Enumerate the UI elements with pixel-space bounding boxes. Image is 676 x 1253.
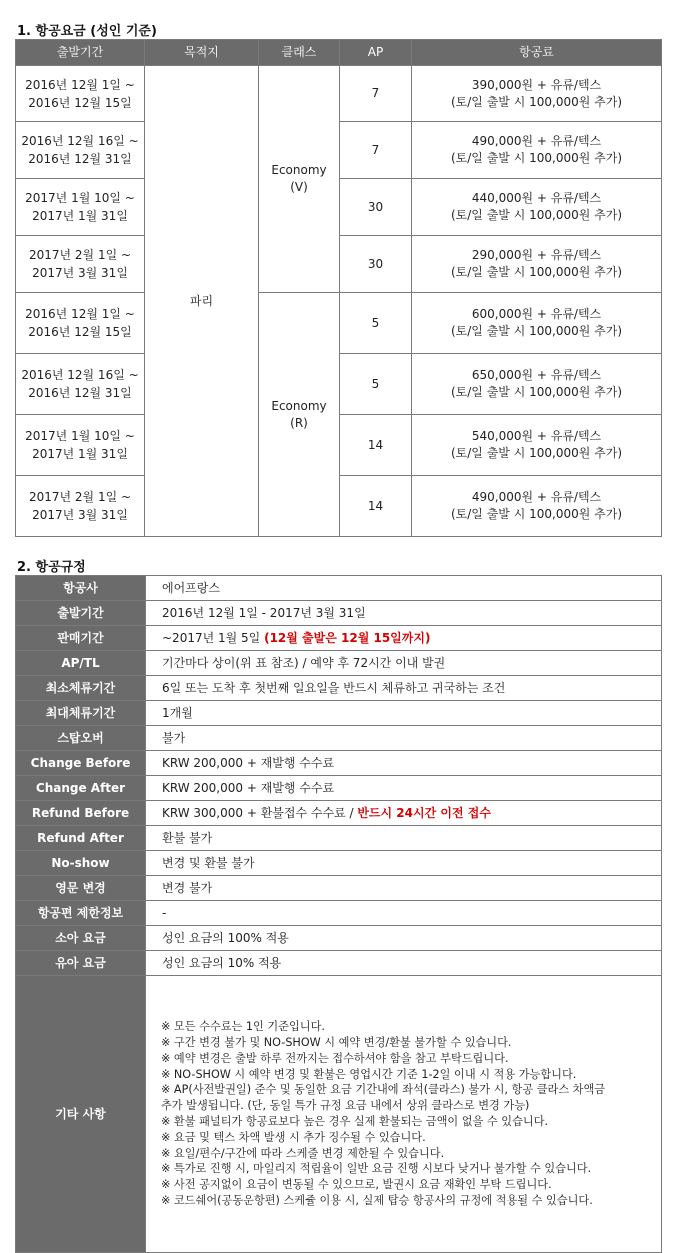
rule-label: 최소체류기간 xyxy=(16,676,146,701)
rule-label: Change After xyxy=(16,776,146,801)
fare-table xyxy=(15,39,662,537)
rule-value xyxy=(146,651,662,676)
rule-value-text: 기간마다 상이(위 표 참조) / 예약 후 72시간 이내 발권 xyxy=(162,655,446,670)
note-line: 추가 발생됩니다. (단, 동일 특가 규정 요금 내에서 상위 클라스로 변경 가능) xyxy=(161,1099,530,1113)
rule-value-text: 불가 xyxy=(162,730,186,745)
rule-label: Refund Before xyxy=(16,801,146,826)
rule-row xyxy=(16,951,662,976)
rule-label: 영문 변경 xyxy=(16,876,146,901)
rule-label: AP/TL xyxy=(16,651,146,676)
rule-value xyxy=(146,626,662,651)
rule-label: Change Before xyxy=(16,751,146,776)
rule-value xyxy=(146,601,662,626)
fare-ap-cell: 5 xyxy=(340,293,412,354)
fare-period-cell: 2016년 12월 1일 ~ 2016년 12월 15일 xyxy=(16,293,145,354)
rule-value-text: ~2017년 1월 5일 xyxy=(162,630,265,645)
rule-row xyxy=(16,701,662,726)
rule-row xyxy=(16,901,662,926)
note-line: ※ NO-SHOW 시 예약 변경 및 환불은 영업시간 기준 1-2일 이내 시 적용 가능합니다. xyxy=(161,1067,577,1081)
header-destination: 목적지 xyxy=(145,40,259,66)
rule-value xyxy=(146,801,662,826)
header-period: 출발기간 xyxy=(16,40,145,66)
rule-label: No-show xyxy=(16,851,146,876)
rule-value xyxy=(146,951,662,976)
rule-label: 소아 요금 xyxy=(16,926,146,951)
rule-row xyxy=(16,626,662,651)
rule-label: 출발기간 xyxy=(16,601,146,626)
fare-price-cell: 650,000원 + 유류/텍스 (토/일 출발 시 100,000원 추가) xyxy=(412,354,662,415)
destination-cell: 파리 xyxy=(145,66,259,537)
fare-period-cell: 2017년 1월 10일 ~ 2017년 1월 31일 xyxy=(16,415,145,476)
fare-price-cell: 390,000원 + 유류/텍스 (토/일 출발 시 100,000원 추가) xyxy=(412,66,662,122)
rule-value-text: KRW 200,000 + 재발행 수수료 xyxy=(162,755,335,770)
rule-row xyxy=(16,826,662,851)
fare-header-row xyxy=(16,40,662,66)
note-line: ※ 사전 공지없이 요금이 변동될 수 있으므로, 발권시 요금 재확인 부탁 드립니다. xyxy=(161,1178,552,1192)
rule-value xyxy=(146,751,662,776)
fare-period-cell: 2017년 2월 1일 ~ 2017년 3월 31일 xyxy=(16,236,145,293)
rule-highlight-text: (12월 출발은 12월 15일까지) xyxy=(264,630,431,645)
fare-ap-cell: 7 xyxy=(340,122,412,179)
rule-value-text: - xyxy=(162,905,167,920)
note-line: ※ 모든 수수료는 1인 기준입니다. xyxy=(161,1020,325,1034)
note-line: ※ 구간 변경 불가 및 NO-SHOW 시 예약 변경/환불 불가할 수 있습니다. xyxy=(161,1036,512,1050)
fare-ap-cell: 30 xyxy=(340,236,412,293)
rule-value xyxy=(146,776,662,801)
rule-label: 유아 요금 xyxy=(16,951,146,976)
rule-value xyxy=(146,826,662,851)
class-cell: Economy (V) xyxy=(259,66,340,293)
notes-cell xyxy=(146,976,662,1253)
rule-value xyxy=(146,676,662,701)
rule-label: 최대체류기간 xyxy=(16,701,146,726)
fare-period-cell: 2016년 12월 16일 ~ 2016년 12월 31일 xyxy=(16,122,145,179)
fare-period-cell: 2017년 2월 1일 ~ 2017년 3월 31일 xyxy=(16,476,145,537)
rules-table-body xyxy=(16,576,662,1253)
fare-price-cell: 540,000원 + 유류/텍스 (토/일 출발 시 100,000원 추가) xyxy=(412,415,662,476)
rule-value xyxy=(146,851,662,876)
rule-row xyxy=(16,601,662,626)
rule-value-text: 2016년 12월 1일 - 2017년 3월 31일 xyxy=(162,605,366,620)
rule-label: 스탑오버 xyxy=(16,726,146,751)
fare-price-cell: 440,000원 + 유류/텍스 (토/일 출발 시 100,000원 추가) xyxy=(412,179,662,236)
rule-value xyxy=(146,576,662,601)
rule-value xyxy=(146,726,662,751)
rule-label: Refund After xyxy=(16,826,146,851)
rule-row xyxy=(16,751,662,776)
note-line: ※ 코드쉐어(공동운항편) 스케쥴 이용 시, 실제 탑승 항공사의 규정에 적용될 수 있습니다. xyxy=(161,1193,593,1207)
notes-row xyxy=(16,976,662,1253)
rule-value-text: 1개월 xyxy=(162,705,193,720)
note-line: ※ 예약 변경은 출발 하루 전까지는 접수하셔야 함을 참고 부탁드립니다. xyxy=(161,1051,509,1065)
rule-row xyxy=(16,676,662,701)
fare-section-title: 1. 항공요금 (성인 기준) xyxy=(17,24,157,39)
rule-value-text: KRW 200,000 + 재발행 수수료 xyxy=(162,780,335,795)
rule-row xyxy=(16,876,662,901)
rule-value-text: KRW 300,000 + 환불접수 수수료 / xyxy=(162,805,358,820)
rule-row xyxy=(16,576,662,601)
rule-row xyxy=(16,801,662,826)
fare-ap-cell: 5 xyxy=(340,354,412,415)
rule-row xyxy=(16,776,662,801)
notes-label: 기타 사항 xyxy=(16,976,146,1253)
note-line: ※ 환불 패널티가 항공료보다 높은 경우 실제 환불되는 금액이 없을 수 있습니다. xyxy=(161,1115,549,1128)
rule-value xyxy=(146,876,662,901)
rule-value-text: 성인 요금의 100% 적용 xyxy=(162,930,289,945)
rule-value xyxy=(146,701,662,726)
fare-ap-cell: 30 xyxy=(340,179,412,236)
rule-value-text: 변경 및 환불 불가 xyxy=(162,855,255,870)
rules-section-title: 2. 항공규정 xyxy=(17,560,86,575)
header-ap: AP xyxy=(340,40,412,66)
note-line: ※ 요일/편수/구간에 따라 스케줄 변경 제한될 수 있습니다. xyxy=(161,1146,445,1160)
fare-table-body xyxy=(16,66,662,537)
note-line: ※ 특가로 진행 시, 마일리지 적립율이 일반 요금 진행 시보다 낮거나 불가할 수 있습니다. xyxy=(161,1162,592,1176)
fare-row xyxy=(16,293,662,354)
rule-value-text: 6일 또는 도착 후 첫번째 일요일을 반드시 체류하고 귀국하는 조건 xyxy=(162,680,506,695)
fare-price-cell: 600,000원 + 유류/텍스 (토/일 출발 시 100,000원 추가) xyxy=(412,293,662,354)
rule-label: 항공사 xyxy=(16,576,146,601)
note-line: ※ AP(사전발권일) 준수 및 동일한 요금 기간내에 좌석(클라스) 불가 시, 항공 클라스 차액금 xyxy=(161,1083,606,1097)
rule-value-text: 환불 불가 xyxy=(162,830,213,845)
header-class: 클래스 xyxy=(259,40,340,66)
note-line: ※ 요금 및 텍스 차액 발생 시 추가 징수될 수 있습니다. xyxy=(161,1130,426,1144)
rules-table xyxy=(15,575,662,1253)
fare-ap-cell: 14 xyxy=(340,415,412,476)
header-fare: 항공료 xyxy=(412,40,662,66)
rule-value-text: 변경 불가 xyxy=(162,880,213,895)
rule-highlight-text: 반드시 24시간 이전 접수 xyxy=(357,805,491,820)
fare-price-cell: 290,000원 + 유류/텍스 (토/일 출발 시 100,000원 추가) xyxy=(412,236,662,293)
fare-price-cell: 490,000원 + 유류/텍스 (토/일 출발 시 100,000원 추가) xyxy=(412,122,662,179)
class-cell: Economy (R) xyxy=(259,293,340,537)
rule-row xyxy=(16,926,662,951)
rule-row xyxy=(16,726,662,751)
rule-value xyxy=(146,926,662,951)
rule-value-text: 에어프랑스 xyxy=(162,580,220,595)
fare-period-cell: 2016년 12월 16일 ~ 2016년 12월 31일 xyxy=(16,354,145,415)
fare-price-cell: 490,000원 + 유류/텍스 (토/일 출발 시 100,000원 추가) xyxy=(412,476,662,537)
rule-label: 판매기간 xyxy=(16,626,146,651)
fare-ap-cell: 14 xyxy=(340,476,412,537)
fare-ap-cell: 7 xyxy=(340,66,412,122)
rule-row xyxy=(16,651,662,676)
fare-row xyxy=(16,66,662,122)
fare-period-cell: 2017년 1월 10일 ~ 2017년 1월 31일 xyxy=(16,179,145,236)
rule-label: 항공편 제한정보 xyxy=(16,901,146,926)
rule-row xyxy=(16,851,662,876)
rule-value xyxy=(146,901,662,926)
rule-value-text: 성인 요금의 10% 적용 xyxy=(162,955,282,970)
fare-period-cell: 2016년 12월 1일 ~ 2016년 12월 15일 xyxy=(16,66,145,122)
